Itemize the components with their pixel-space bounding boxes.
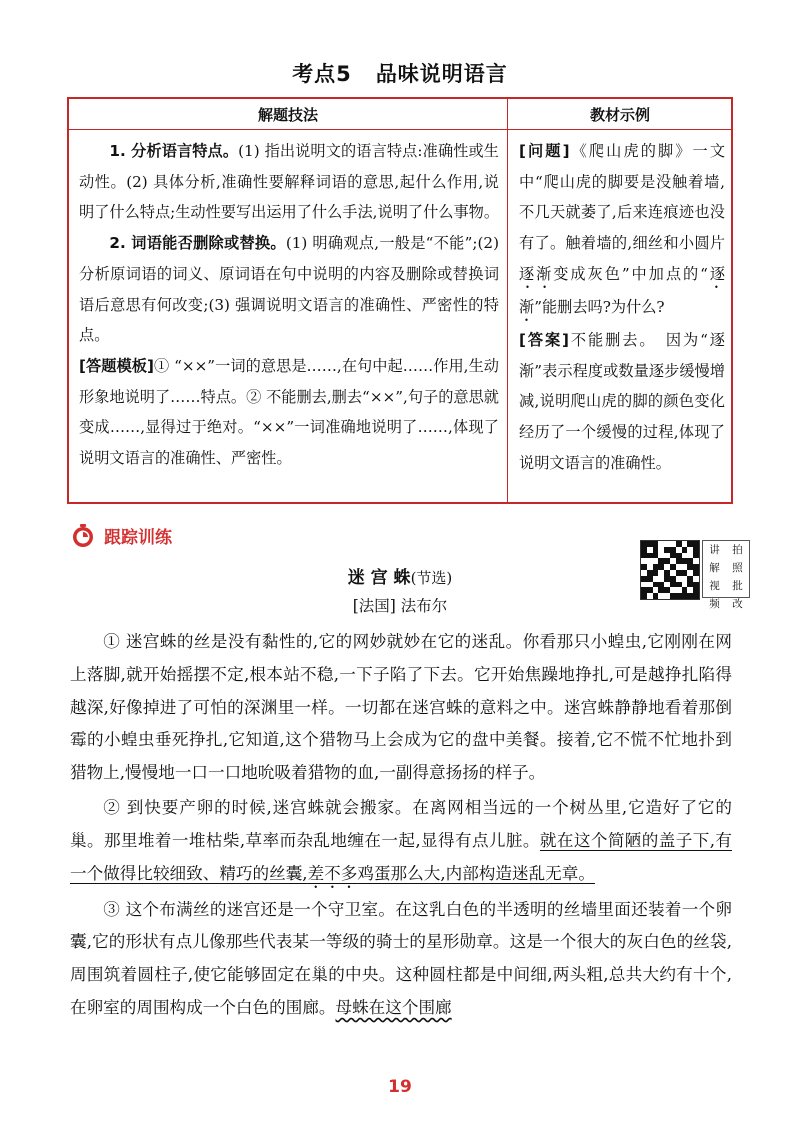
article-author: [法国] 法布尔 [352, 597, 448, 615]
paragraph-2: ② 到快要产卵的时候,迷宫蛛就会搬家。在离网相当远的一个树丛里,它造好了它的巢。那里堆着一堆枯柴,草率而杂乱地缠在一起,显得有点儿脏。就在这个简陋的盖子下,有一个做得比较细致、精巧的丝囊,差不多鸡蛋那么大,内部构造迷乱无章。 [70, 797, 732, 883]
example-column [519, 136, 725, 478]
paragraph-3: ③ 这个布满丝的迷宫还是一个守卫室。在这乳白色的半透明的丝墙里面还装着一个卵囊,它的形状有点儿像那些代表某一等级的骑士的星形勋章。这是一个很大的灰白色的丝袋,周围筑着圆柱子,使它能够固定在巢的中央。这种圆柱都是中间细,两头粗,总共大约有十个,在卵室的周围构成一个白色的围廊。母蛛在这个围廊 [70, 899, 732, 1017]
method-column [79, 136, 499, 474]
page-number: 19 [388, 1077, 412, 1097]
answer-template: [答题模板]① “××”一词的意思是……,在句中起……作用,生动形象地说明了……特点。② 不能删去,删去“××”,句子的意思就变成……,显得过于绝对。“××”一词准确地说明了……,体现了说明文语言的准确性、严密性。 [79, 356, 499, 468]
stopwatch-icon [70, 522, 96, 548]
example-answer: [答案]不能删去。 因为“逐渐”表示程度或数量逐步缓慢增减,说明爬山虎的脚的颜色变化经历了一个缓慢的过程,体现了说明文语言的准确性。 [519, 330, 725, 472]
article-body [70, 626, 732, 1027]
left-header: 解题技法 [257, 106, 318, 124]
method-point-1: 1. 分析语言特点。(1) 指出说明文的语言特点:准确性或生动性。(2) 具体分析,准确性要解释词语的意思,起什么作用,说明了什么特点;生动性要写出运用了什么手法,说明了什么事物。 [79, 142, 500, 222]
example-question: [问题]《爬山虎的脚》一文中“爬山虎的脚要是没触着墙,不几天就萎了,后来连痕迹也没有了。触着墙的,细丝和小圆片逐渐变成灰色”中加点的“逐渐”能删去吗?为什么? [519, 142, 726, 316]
column-divider [507, 99, 508, 502]
kaodian-number: 考点5 [292, 62, 352, 86]
section-heading [70, 522, 172, 548]
header-rule [69, 129, 731, 130]
paragraph-1: ① 迷宫蛛的丝是没有黏性的,它的网妙就妙在它的迷乱。你看那只小蝗虫,它刚刚在网上落脚,就开始摇摆不定,根本站不稳,一下子陷了下去。它开始焦躁地挣扎,可是越挣扎陷得越深,好像掉进了可怕的深渊里一样。一切都在迷宫蛛的意料之中。迷宫蛛静静地看着那倒霉的小蝗虫垂死挣扎,它知道,这个猎物马上会成为它的盘中美餐。接着,它不慌不忙地扑到猎物上,慢慢地一口一口地吮吸着猎物的血,一副得意扬扬的样子。 [70, 632, 732, 783]
method-box [67, 97, 733, 504]
section-label: 跟踪训练 [104, 527, 172, 548]
qr-caption: 讲 拍 解 照 视 批 频 改 [702, 540, 750, 598]
right-header: 教材示例 [589, 106, 650, 124]
kaodian-name: 品味说明语言 [375, 62, 508, 86]
page-title [0, 58, 800, 88]
method-point-2: 2. 词语能否删除或替换。(1) 明确观点,一般是“不能”;(2) 分析原词语的词义、原词语在句中说明的内容及删除或替换词语后意思有何改变;(3) 强调说明文语言的准确性、严密性的特点。 [79, 234, 500, 345]
article-title: 迷 宫 蛛(节选) [347, 568, 453, 588]
